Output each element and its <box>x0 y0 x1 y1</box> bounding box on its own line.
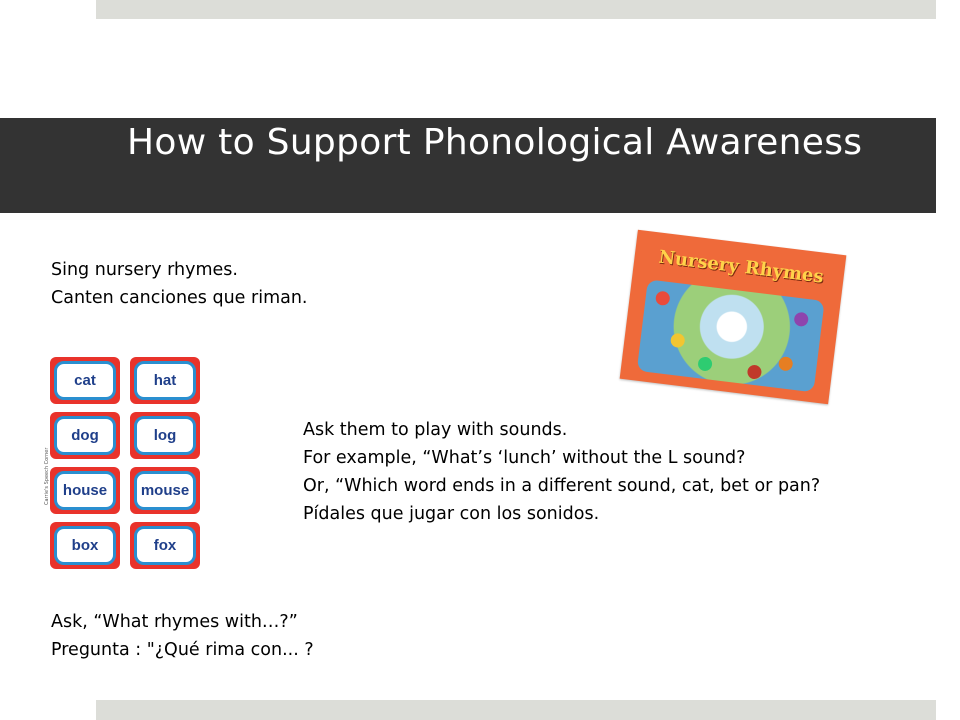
nursery-rhymes-text: Sing nursery rhymes. Canten canciones que riman. <box>51 260 308 308</box>
book-illustration <box>637 279 825 392</box>
cards-credit: Carrie's Speech Corner <box>44 447 50 505</box>
slide-title: How to Support Phonological Awareness <box>127 122 863 163</box>
what-rhymes-text: Ask, “What rhymes with…?” Pregunta : "¿Qué rima con... ? <box>51 612 314 660</box>
sound-play-text: Ask them to play with sounds. For example, “What’s ‘lunch’ without the L sound? Or, “Which word ends in a different sound, cat, bet or pan? Pídales que jugar con los sonidos. <box>303 420 821 524</box>
word-card: log <box>130 412 200 459</box>
word-card: mouse <box>130 467 200 514</box>
bottom-decor-bar <box>96 700 936 720</box>
top-decor-bar <box>96 0 936 19</box>
rhyme-word-cards-image <box>44 355 204 573</box>
word-card: box <box>50 522 120 569</box>
word-card: house <box>50 467 120 514</box>
nursery-rhymes-book-image <box>620 230 847 404</box>
book-title: Nursery Rhymes <box>657 246 825 288</box>
word-card: dog <box>50 412 120 459</box>
word-card: fox <box>130 522 200 569</box>
word-card: cat <box>50 357 120 404</box>
word-card: hat <box>130 357 200 404</box>
